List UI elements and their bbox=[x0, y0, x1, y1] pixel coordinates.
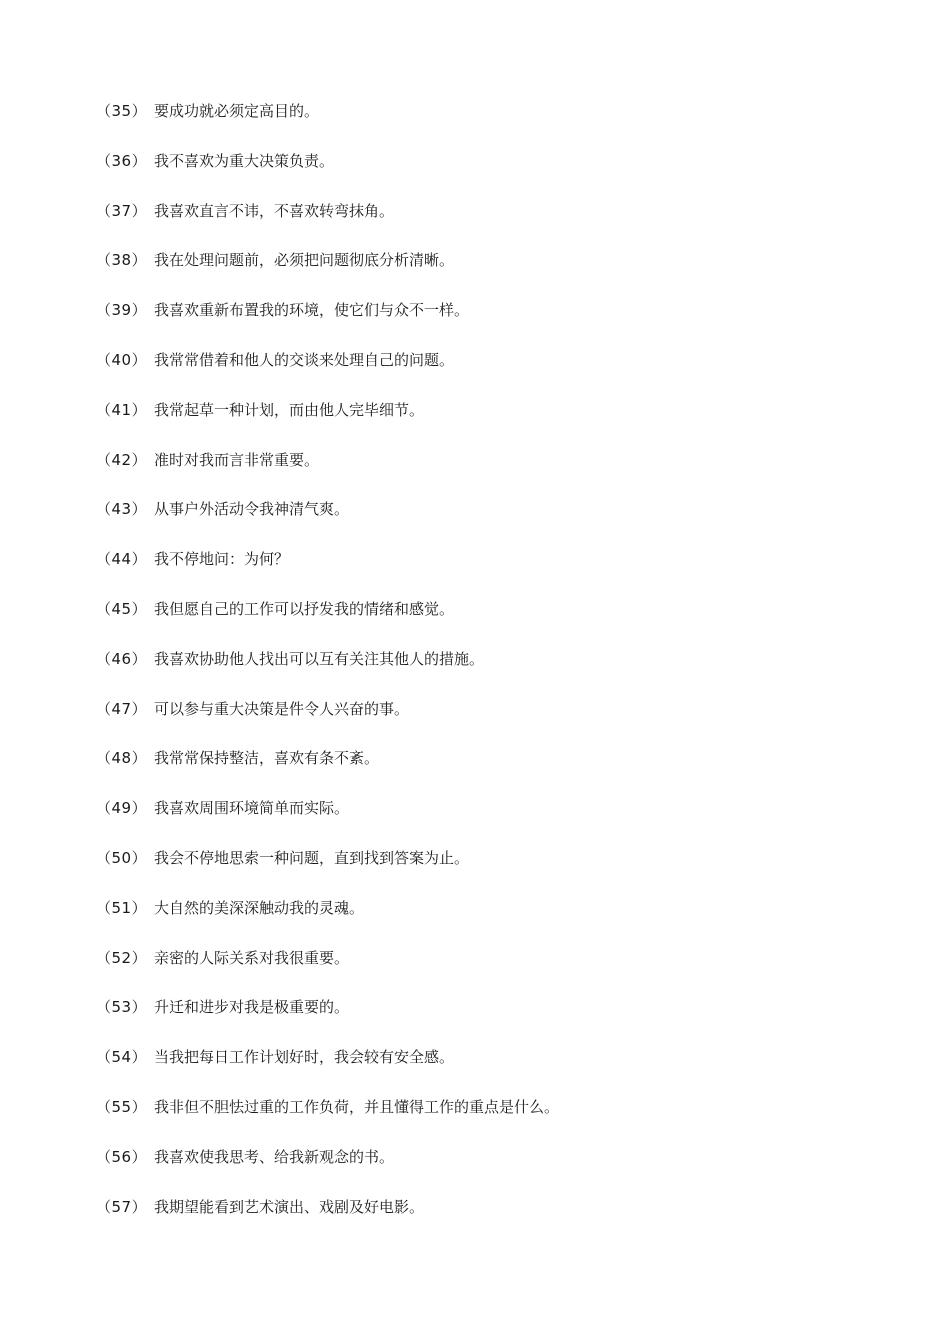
item-number: （55） bbox=[96, 1097, 148, 1116]
item-text: 从事户外活动令我神清气爽。 bbox=[154, 500, 350, 519]
item-text: 大自然的美深深触动我的灵魂。 bbox=[154, 898, 365, 917]
item-number: （38） bbox=[96, 251, 148, 270]
list-item bbox=[96, 1196, 559, 1246]
item-text: 我期望能看到艺术演出、戏剧及好电影。 bbox=[154, 1197, 425, 1216]
item-text: 我非但不胆怯过重的工作负荷，并且懂得工作的重点是什么。 bbox=[154, 1097, 560, 1116]
list-item bbox=[96, 698, 559, 748]
item-text: 可以参与重大决策是件令人兴奋的事。 bbox=[154, 699, 410, 718]
item-number: （57） bbox=[96, 1197, 148, 1216]
item-text: 我常起草一种计划，而由他人完毕细节。 bbox=[154, 400, 425, 419]
list-item bbox=[96, 200, 559, 250]
item-text: 我不停地问：为何？ bbox=[154, 550, 290, 569]
item-text: 我喜欢周围环境简单而实际。 bbox=[154, 799, 350, 818]
item-number: （35） bbox=[96, 102, 148, 120]
list-item bbox=[96, 150, 559, 200]
item-number: （39） bbox=[96, 301, 148, 320]
item-number: （43） bbox=[96, 500, 148, 519]
item-number: （51） bbox=[96, 898, 148, 917]
list-item bbox=[96, 648, 559, 698]
list-item bbox=[96, 747, 559, 797]
list-item bbox=[96, 249, 559, 299]
list-item bbox=[96, 299, 559, 349]
item-text: 我喜欢直言不讳，不喜欢转弯抹角。 bbox=[154, 201, 395, 220]
list-item bbox=[96, 847, 559, 897]
item-number: （49） bbox=[96, 799, 148, 818]
item-text: 升迁和进步对我是极重要的。 bbox=[154, 998, 350, 1017]
item-number: （52） bbox=[96, 948, 148, 967]
item-text: 准时对我而言非常重要。 bbox=[154, 450, 320, 469]
item-number: （40） bbox=[96, 350, 148, 369]
list-item bbox=[96, 449, 559, 499]
item-text: 当我把每日工作计划好时，我会较有安全感。 bbox=[154, 1048, 455, 1067]
item-text: 我喜欢重新布置我的环境，使它们与众不一样。 bbox=[154, 301, 470, 320]
item-text: 我喜欢协助他人找出可以互有关注其他人的措施。 bbox=[154, 649, 485, 668]
item-number: （50） bbox=[96, 848, 148, 867]
list-item bbox=[96, 399, 559, 449]
item-number: （36） bbox=[96, 151, 148, 170]
item-number: （53） bbox=[96, 998, 148, 1017]
list-item bbox=[96, 498, 559, 548]
item-number: （41） bbox=[96, 400, 148, 419]
list-item bbox=[96, 897, 559, 947]
item-number: （56） bbox=[96, 1147, 148, 1166]
item-number: （46） bbox=[96, 649, 148, 668]
item-text: 要成功就必须定高目的。 bbox=[154, 102, 320, 120]
item-text: 我在处理问题前，必须把问题彻底分析清晰。 bbox=[154, 251, 455, 270]
list-item bbox=[96, 797, 559, 847]
list-item bbox=[96, 1096, 559, 1146]
item-text: 我不喜欢为重大决策负责。 bbox=[154, 151, 335, 170]
list-item bbox=[96, 1146, 559, 1196]
item-number: （45） bbox=[96, 599, 148, 618]
list-item bbox=[96, 100, 559, 150]
item-text: 我会不停地思索一种问题，直到找到答案为止。 bbox=[154, 848, 470, 867]
list-item bbox=[96, 947, 559, 997]
list-item bbox=[96, 349, 559, 399]
list-item bbox=[96, 598, 559, 648]
list-item bbox=[96, 1046, 559, 1096]
item-number: （54） bbox=[96, 1048, 148, 1067]
list-item bbox=[96, 996, 559, 1046]
list-item bbox=[96, 548, 559, 598]
item-number: （44） bbox=[96, 550, 148, 569]
item-text: 我常常借着和他人的交谈来处理自己的问题。 bbox=[154, 350, 455, 369]
item-text: 我但愿自己的工作可以抒发我的情绪和感觉。 bbox=[154, 599, 455, 618]
item-text: 我喜欢使我思考、给我新观念的书。 bbox=[154, 1147, 395, 1166]
item-text: 亲密的人际关系对我很重要。 bbox=[154, 948, 350, 967]
item-number: （37） bbox=[96, 201, 148, 220]
item-text: 我常常保持整洁，喜欢有条不紊。 bbox=[154, 749, 380, 768]
questionnaire-list bbox=[96, 100, 559, 1245]
item-number: （47） bbox=[96, 699, 148, 718]
item-number: （42） bbox=[96, 450, 148, 469]
item-number: （48） bbox=[96, 749, 148, 768]
